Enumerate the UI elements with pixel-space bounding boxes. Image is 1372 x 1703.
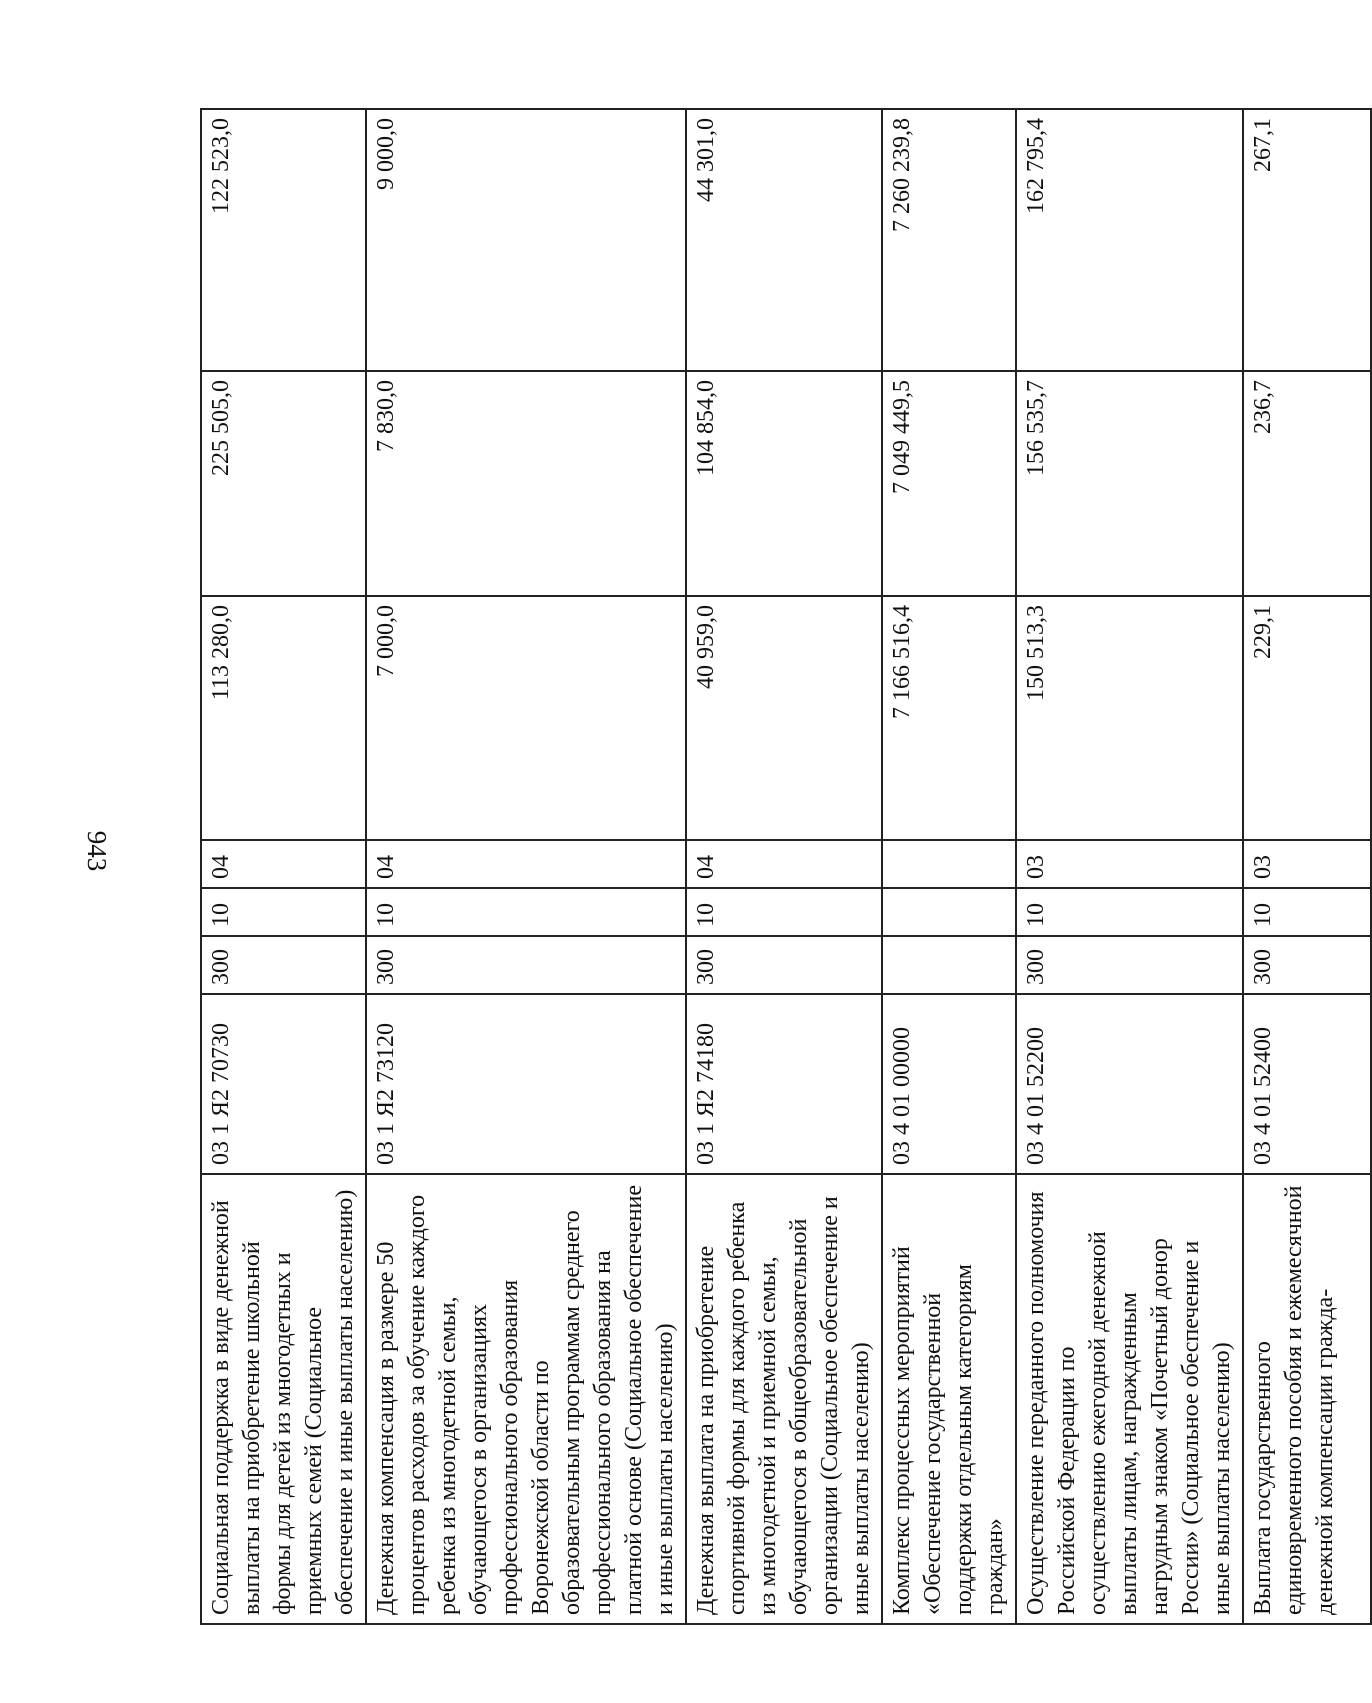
row-name: Выплата государственного единовременного пособия и ежемесячной денежной компенсации гражда- [1243, 1174, 1371, 1624]
row-code: 03 4 01 00000 [882, 994, 1016, 1174]
row-rz: 10 [201, 888, 366, 936]
row-value-3: 267,1 [1243, 109, 1371, 371]
row-name: Комплекс процессных мероприятий «Обеспечение государственной поддержки отдельным категориям граждан» [882, 1174, 1016, 1624]
table-row [201, 109, 366, 1624]
row-name: Денежная компенсация в размере 50 процентов расходов за обучение каждого ребенка из многодетной семьи, обучающегося в организациях профессионального образования Воронежской области по образовательным программам среднего профессионального образования на платной основе (Социальное обеспечение и иные выплаты населению) [366, 1174, 686, 1624]
row-vr: 300 [201, 936, 366, 994]
row-vr: 300 [686, 936, 882, 994]
row-rz: 10 [1016, 888, 1243, 936]
table-row [686, 109, 882, 1624]
row-vr: 300 [1243, 936, 1371, 994]
row-pr [882, 840, 1016, 888]
row-name: Денежная выплата на приобретение спортивной формы для каждого ребенка из многодетной и приемной семьи, обучающегося в общеобразовательной организации (Социальное обеспечение и иные выплаты населению) [686, 1174, 882, 1624]
row-pr: 04 [686, 840, 882, 888]
row-value-3: 162 795,4 [1016, 109, 1243, 371]
row-pr: 03 [1016, 840, 1243, 888]
row-code: 03 1 Я2 73120 [366, 994, 686, 1174]
table-row [882, 109, 1016, 1624]
row-value-2: 156 535,7 [1016, 371, 1243, 596]
row-code: 03 1 Я2 74180 [686, 994, 882, 1174]
row-name: Социальная поддержка в виде денежной выплаты на приобретение школьной формы для детей из многодетных и приемных семей (Социальное обеспечение и иные выплаты населению) [201, 1174, 366, 1624]
budget-table [200, 108, 1372, 1625]
row-value-3: 9 000,0 [366, 109, 686, 371]
row-value-1: 113 280,0 [201, 596, 366, 840]
row-pr: 04 [366, 840, 686, 888]
row-rz [882, 888, 1016, 936]
table-row [366, 109, 686, 1624]
row-value-1: 40 959,0 [686, 596, 882, 840]
row-rz: 10 [1243, 888, 1371, 936]
row-vr [882, 936, 1016, 994]
row-value-3: 7 260 239,8 [882, 109, 1016, 371]
row-value-1: 229,1 [1243, 596, 1371, 840]
row-code: 03 1 Я2 70730 [201, 994, 366, 1174]
row-rz: 10 [366, 888, 686, 936]
row-value-2: 236,7 [1243, 371, 1371, 596]
row-value-3: 122 523,0 [201, 109, 366, 371]
row-name: Осуществление переданного полномочия Российской Федерации по осуществлению ежегодной денежной выплаты лицам, награжденным нагрудным знаком «Почетный донор России» (Социальное обеспечение и иные выплаты населению) [1016, 1174, 1243, 1624]
table-row [1016, 109, 1243, 1624]
row-value-1: 150 513,3 [1016, 596, 1243, 840]
table-row [1243, 109, 1371, 1624]
budget-table-rotated [200, 110, 1338, 1625]
row-value-1: 7 166 516,4 [882, 596, 1016, 840]
row-value-2: 104 854,0 [686, 371, 882, 596]
row-value-2: 7 049 449,5 [882, 371, 1016, 596]
row-value-1: 7 000,0 [366, 596, 686, 840]
row-value-3: 44 301,0 [686, 109, 882, 371]
row-code: 03 4 01 52400 [1243, 994, 1371, 1174]
row-vr: 300 [366, 936, 686, 994]
row-value-2: 7 830,0 [366, 371, 686, 596]
row-rz: 10 [686, 888, 882, 936]
row-vr: 300 [1016, 936, 1243, 994]
row-pr: 03 [1243, 840, 1371, 888]
page-number: 943 [82, 830, 112, 872]
row-code: 03 4 01 52200 [1016, 994, 1243, 1174]
row-value-2: 225 505,0 [201, 371, 366, 596]
row-pr: 04 [201, 840, 366, 888]
